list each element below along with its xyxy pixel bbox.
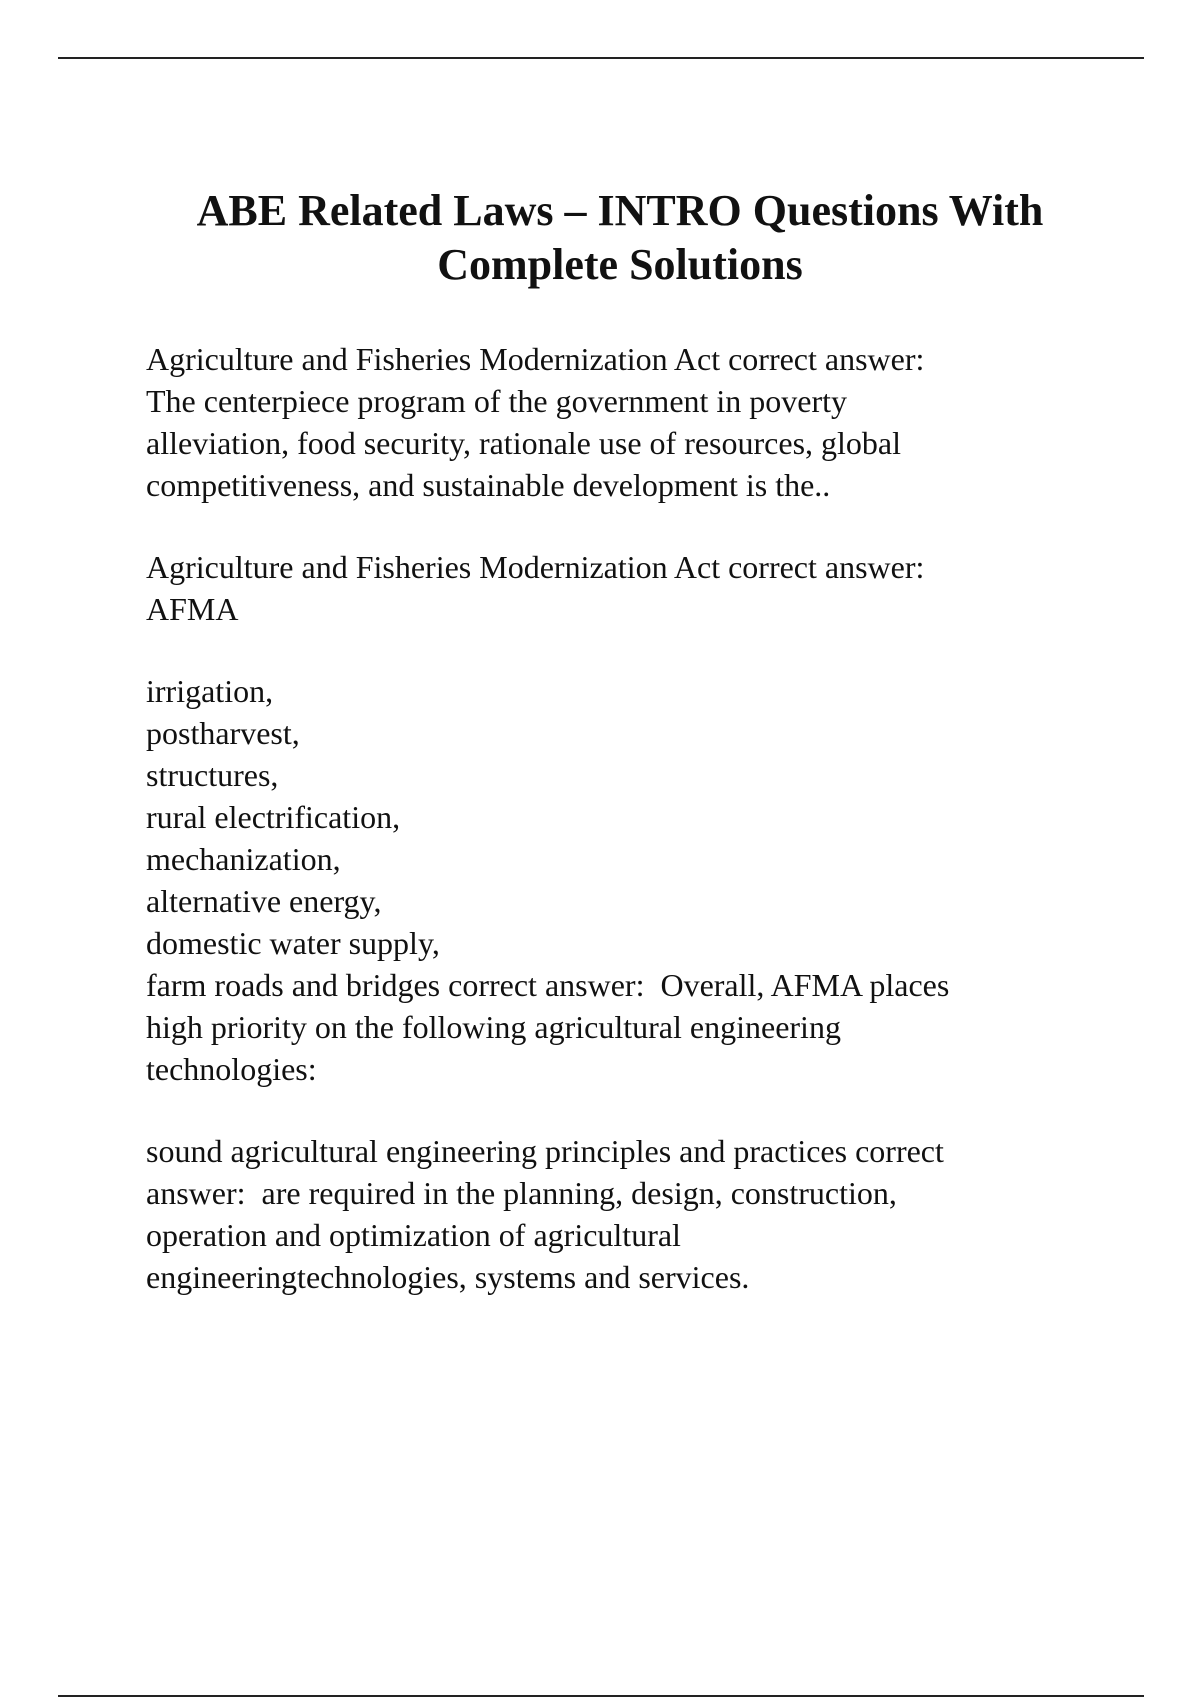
title-line-2: Complete Solutions xyxy=(437,240,803,289)
text-line: engineeringtechnologies, systems and services. xyxy=(146,1259,750,1295)
text-line: technologies: xyxy=(146,1051,317,1087)
text-line: structures, xyxy=(146,757,279,793)
text-line: farm roads and bridges correct answer: Overall, AFMA places xyxy=(146,967,950,1003)
text-line: competitiveness, and sustainable development is the.. xyxy=(146,467,831,503)
text-line: Agriculture and Fisheries Modernization Act correct answer: xyxy=(146,341,925,377)
text-line: high priority on the following agricultural engineering xyxy=(146,1009,841,1045)
text-line: alternative energy, xyxy=(146,883,382,919)
footer-rule xyxy=(58,1695,1144,1697)
text-line: alleviation, food security, rationale use of resources, global xyxy=(146,425,901,461)
document-body xyxy=(146,338,1146,1338)
text-line: domestic water supply, xyxy=(146,925,440,961)
text-line: rural electrification, xyxy=(146,799,401,835)
qa-block-1 xyxy=(146,338,1146,506)
page-title xyxy=(100,184,1140,292)
qa-block-2 xyxy=(146,546,1146,630)
text-line: operation and optimization of agricultural xyxy=(146,1217,681,1253)
text-line: Agriculture and Fisheries Modernization Act correct answer: xyxy=(146,549,925,585)
header-rule xyxy=(58,57,1144,59)
text-line: postharvest, xyxy=(146,715,300,751)
text-line: irrigation, xyxy=(146,673,274,709)
text-line: The centerpiece program of the government in poverty xyxy=(146,383,848,419)
qa-block-3 xyxy=(146,670,1146,1090)
text-line: mechanization, xyxy=(146,841,341,877)
text-line: sound agricultural engineering principles and practices correct xyxy=(146,1133,944,1169)
text-line: answer: are required in the planning, design, construction, xyxy=(146,1175,897,1211)
text-line: AFMA xyxy=(146,591,239,627)
title-line-1: ABE Related Laws – INTRO Questions With xyxy=(196,186,1044,235)
qa-block-4 xyxy=(146,1130,1146,1298)
